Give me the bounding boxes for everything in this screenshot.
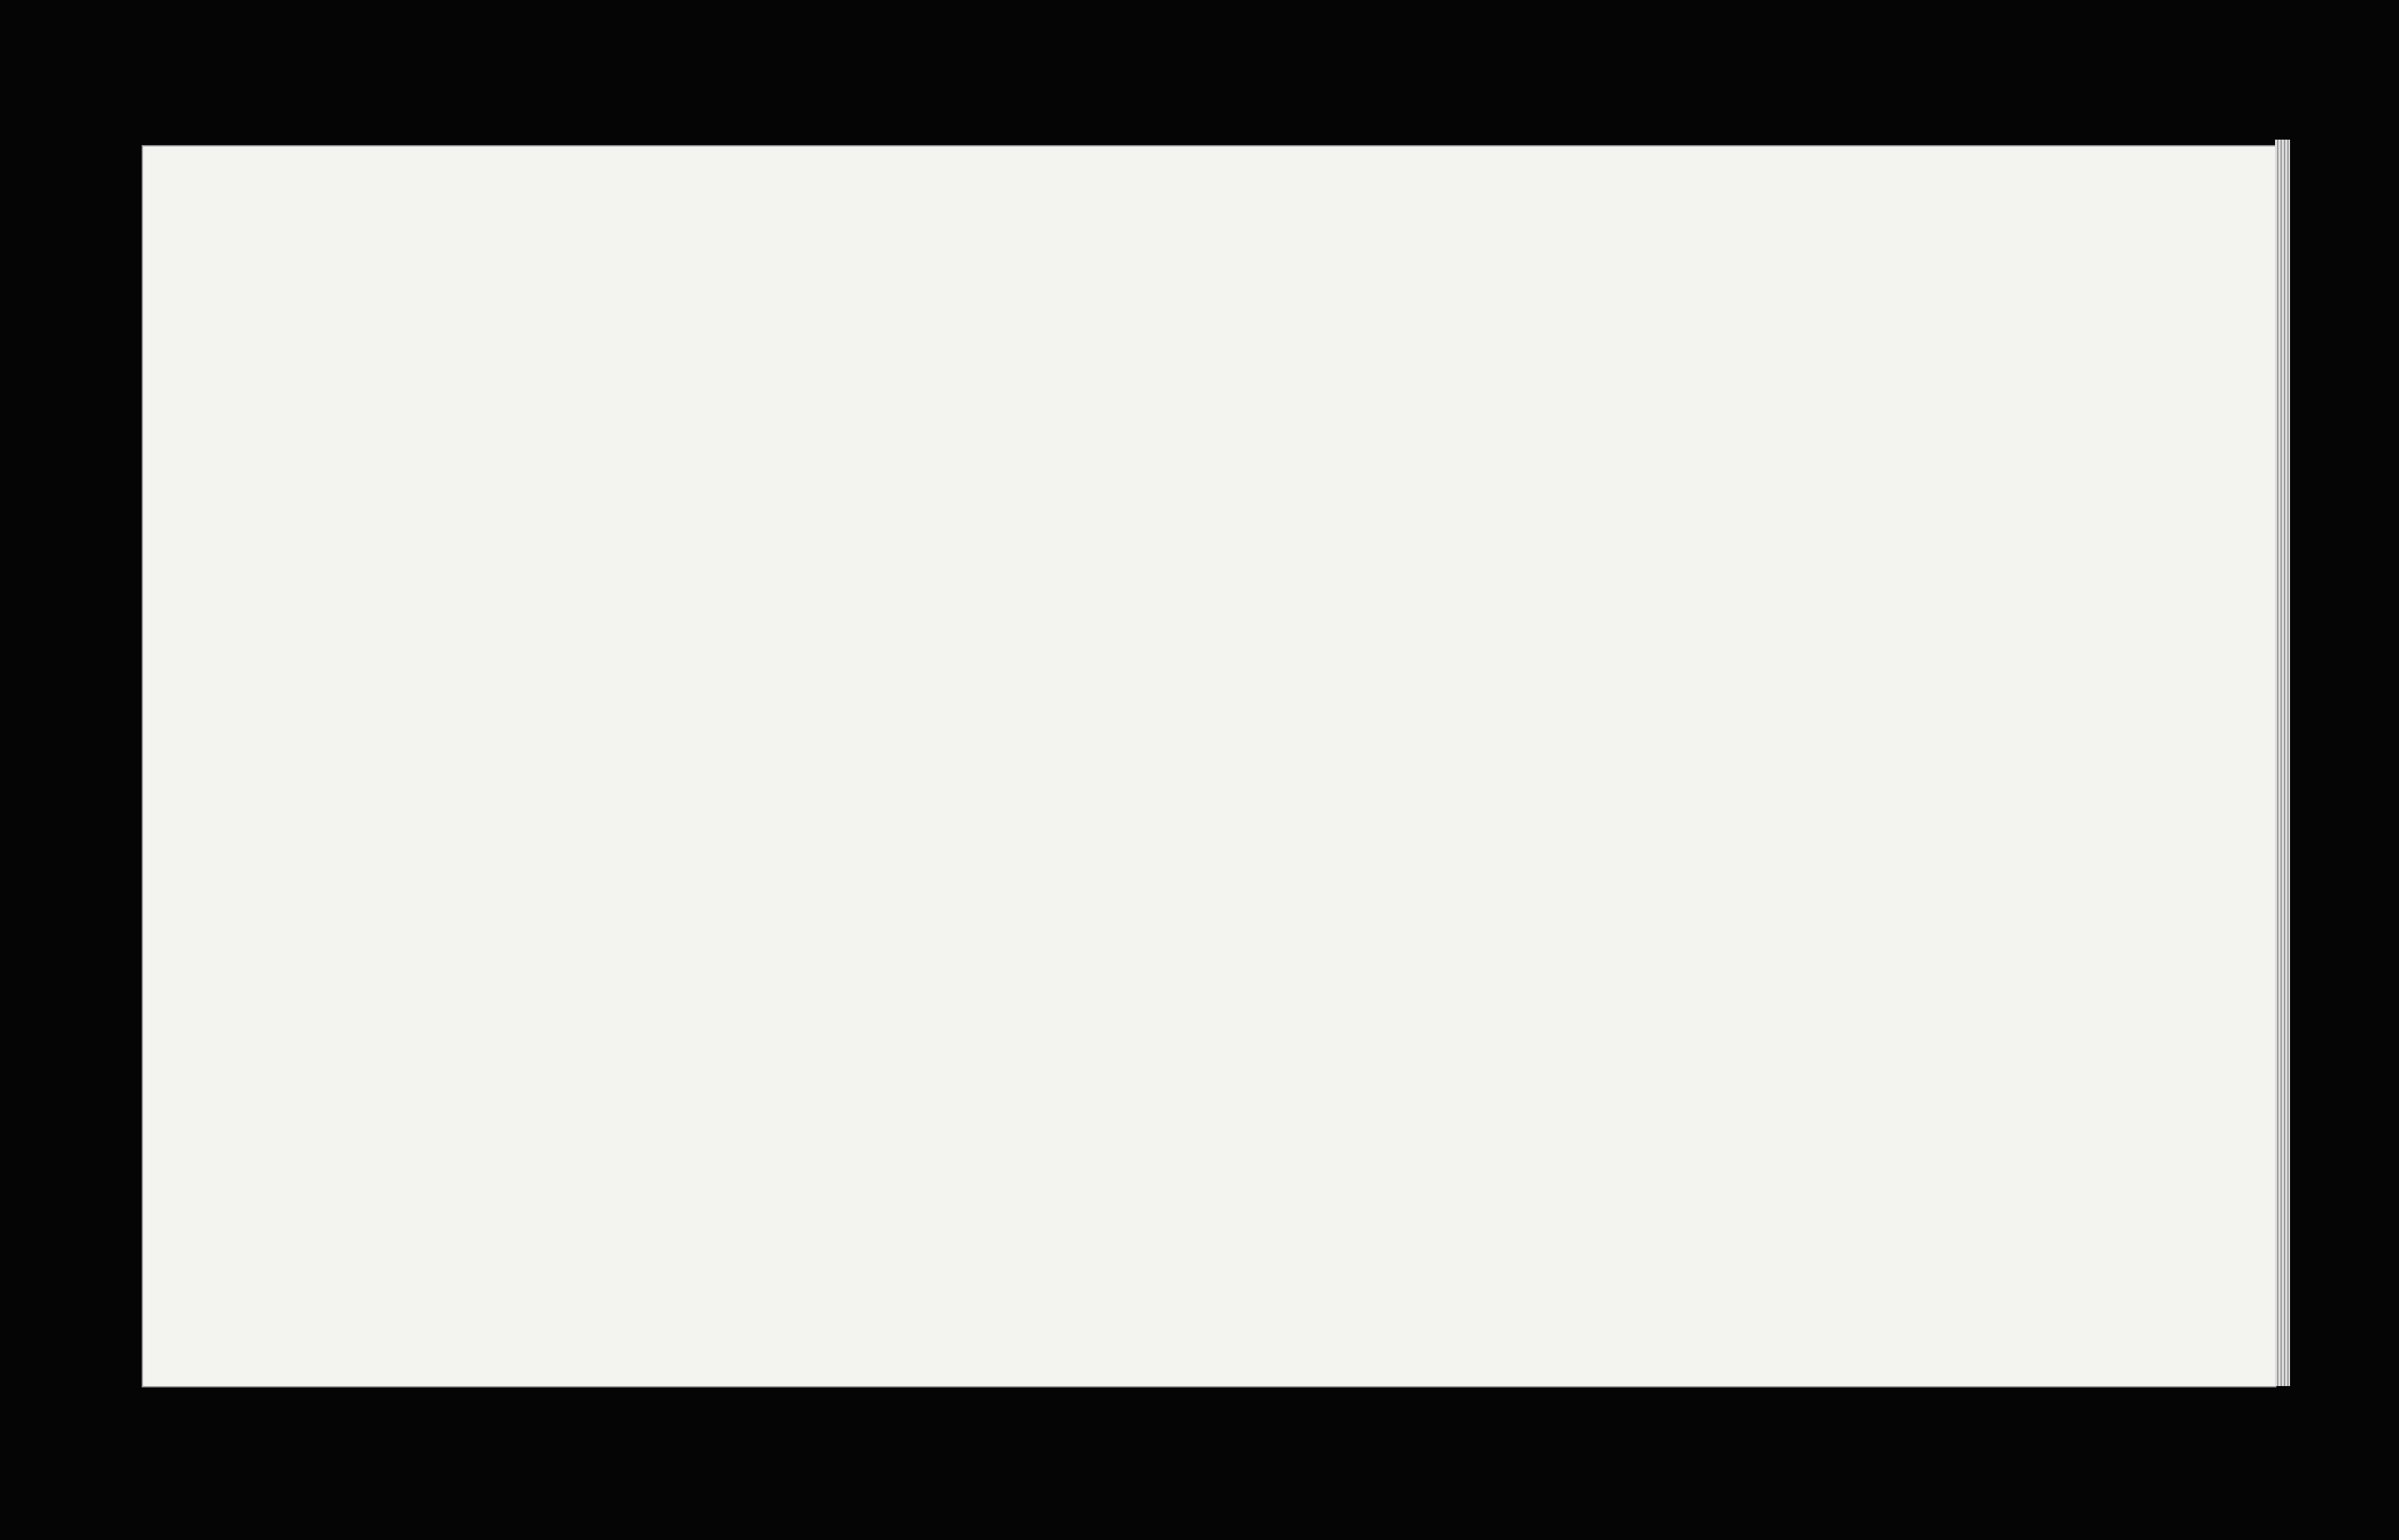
paper-stack-edge [2275,140,2290,1386]
census-card-sheet [143,146,2275,1386]
